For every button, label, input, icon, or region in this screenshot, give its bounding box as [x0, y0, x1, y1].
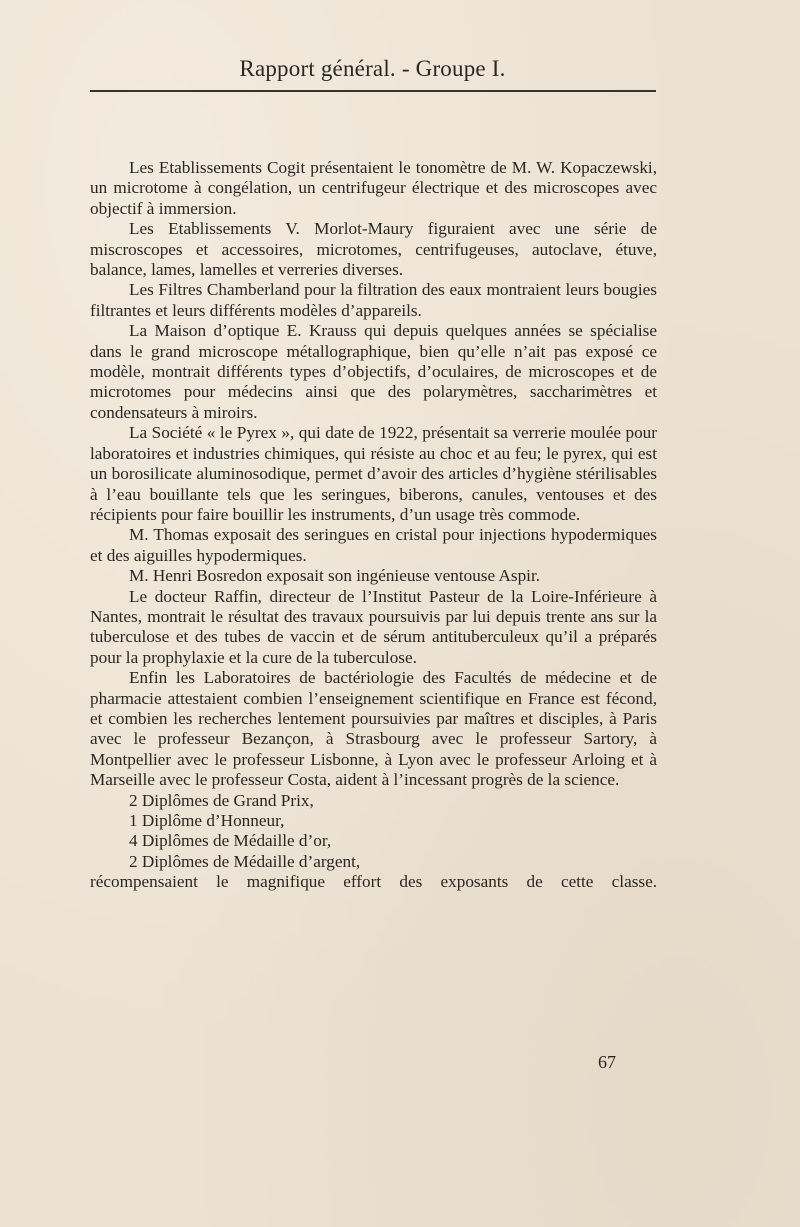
- award-line-honneur: 1 Diplôme d’Honneur,: [129, 811, 285, 830]
- paragraph-morlot-maury: Les Etablissements V. Morlot-Maury figuraient avec une série de miscroscopes et accessoires, microtomes, centrifugeuses, autoclave, étuve, balance, lames, lamelles et verreries diverses.: [90, 219, 657, 280]
- paragraph-laboratoires: Enfin les Laboratoires de bactériologie des Facultés de médecine et de pharmacie attestaient combien l’enseignement scientifique en France est fécond, et combien les recherches lentement poursuivies par maîtres et disciples, à Paris avec le professeur Bezançon, à Strasbourg avec le professeur Sartory, à Montpellier avec le professeur Lisbonne, à Lyon avec le professeur Arloing et à Marseille avec le professeur Costa, aident à l’incessant progrès de la science.: [90, 668, 657, 790]
- paragraph-bosredon: M. Henri Bosredon exposait son ingénieuse ventouse Aspir.: [129, 566, 541, 586]
- award-line-grand-prix: 2 Diplômes de Grand Prix,: [129, 790, 314, 810]
- paragraph-thomas: M. Thomas exposait des seringues en cristal pour injections hypodermiques et des aiguilles hypodermiques.: [90, 525, 657, 565]
- award-line-medaille-or: 4 Diplômes de Médaille d’or,: [129, 831, 332, 851]
- paragraph-krauss: La Maison d’optique E. Krauss qui depuis quelques années se spécialise dans le grand microscope métallographique, bien qu’elle n’ait pas exposé ce modèle, montrait différents types d’objectifs, d’oculaires, de microscopes et de microtomes pour médecins ainsi que des polarymètres, saccharimètres et condensateurs à miroirs.: [90, 321, 657, 422]
- paragraph-chamberland: Les Filtres Chamberland pour la filtration des eaux montraient leurs bougies filtrantes et leurs différents modèles d’appareils.: [90, 280, 657, 320]
- paragraph-cogit: Les Etablissements Cogit présentaient le tonomètre de M. W. Kopaczewski, un microtome à congélation, un centrifugeur électrique et des microscopes avec objectif à immersion.: [90, 158, 657, 218]
- paragraph-pyrex: La Société « le Pyrex », qui date de 1922, présentait sa verrerie moulée pour laboratoires et industries chimiques, qui résiste au choc et au feu; le pyrex, qui est un borosilicate aluminosodique, permet d’avoir des articles d’hygiène stérilisables à l’eau bouillante tels que les seringues, biberons, canules, ventouses et des récipients pour faire bouillir les instruments, d’un usage très commode.: [90, 423, 657, 524]
- page-number: 67: [598, 1052, 616, 1072]
- paragraph-raffin: Le docteur Raffin, directeur de l’Institut Pasteur de la Loire-Inférieure à Nantes, montrait le résultat des travaux poursuivis par lui depuis trente ans sur la tuberculose et des tubes de vaccin et de sérum antituberculeux qu’il a préparés pour la prophylaxie et la cure de la tuberculose.: [90, 586, 657, 667]
- award-line-medaille-argent: 2 Diplômes de Médaille d’argent,: [129, 851, 361, 871]
- closing-sentence: récompensaient le magnifique effort des exposants de cette classe.: [90, 872, 657, 892]
- running-head-title: Rapport général. - Groupe I.: [239, 56, 506, 81]
- header-rule: [90, 90, 656, 92]
- body-text: [90, 158, 657, 893]
